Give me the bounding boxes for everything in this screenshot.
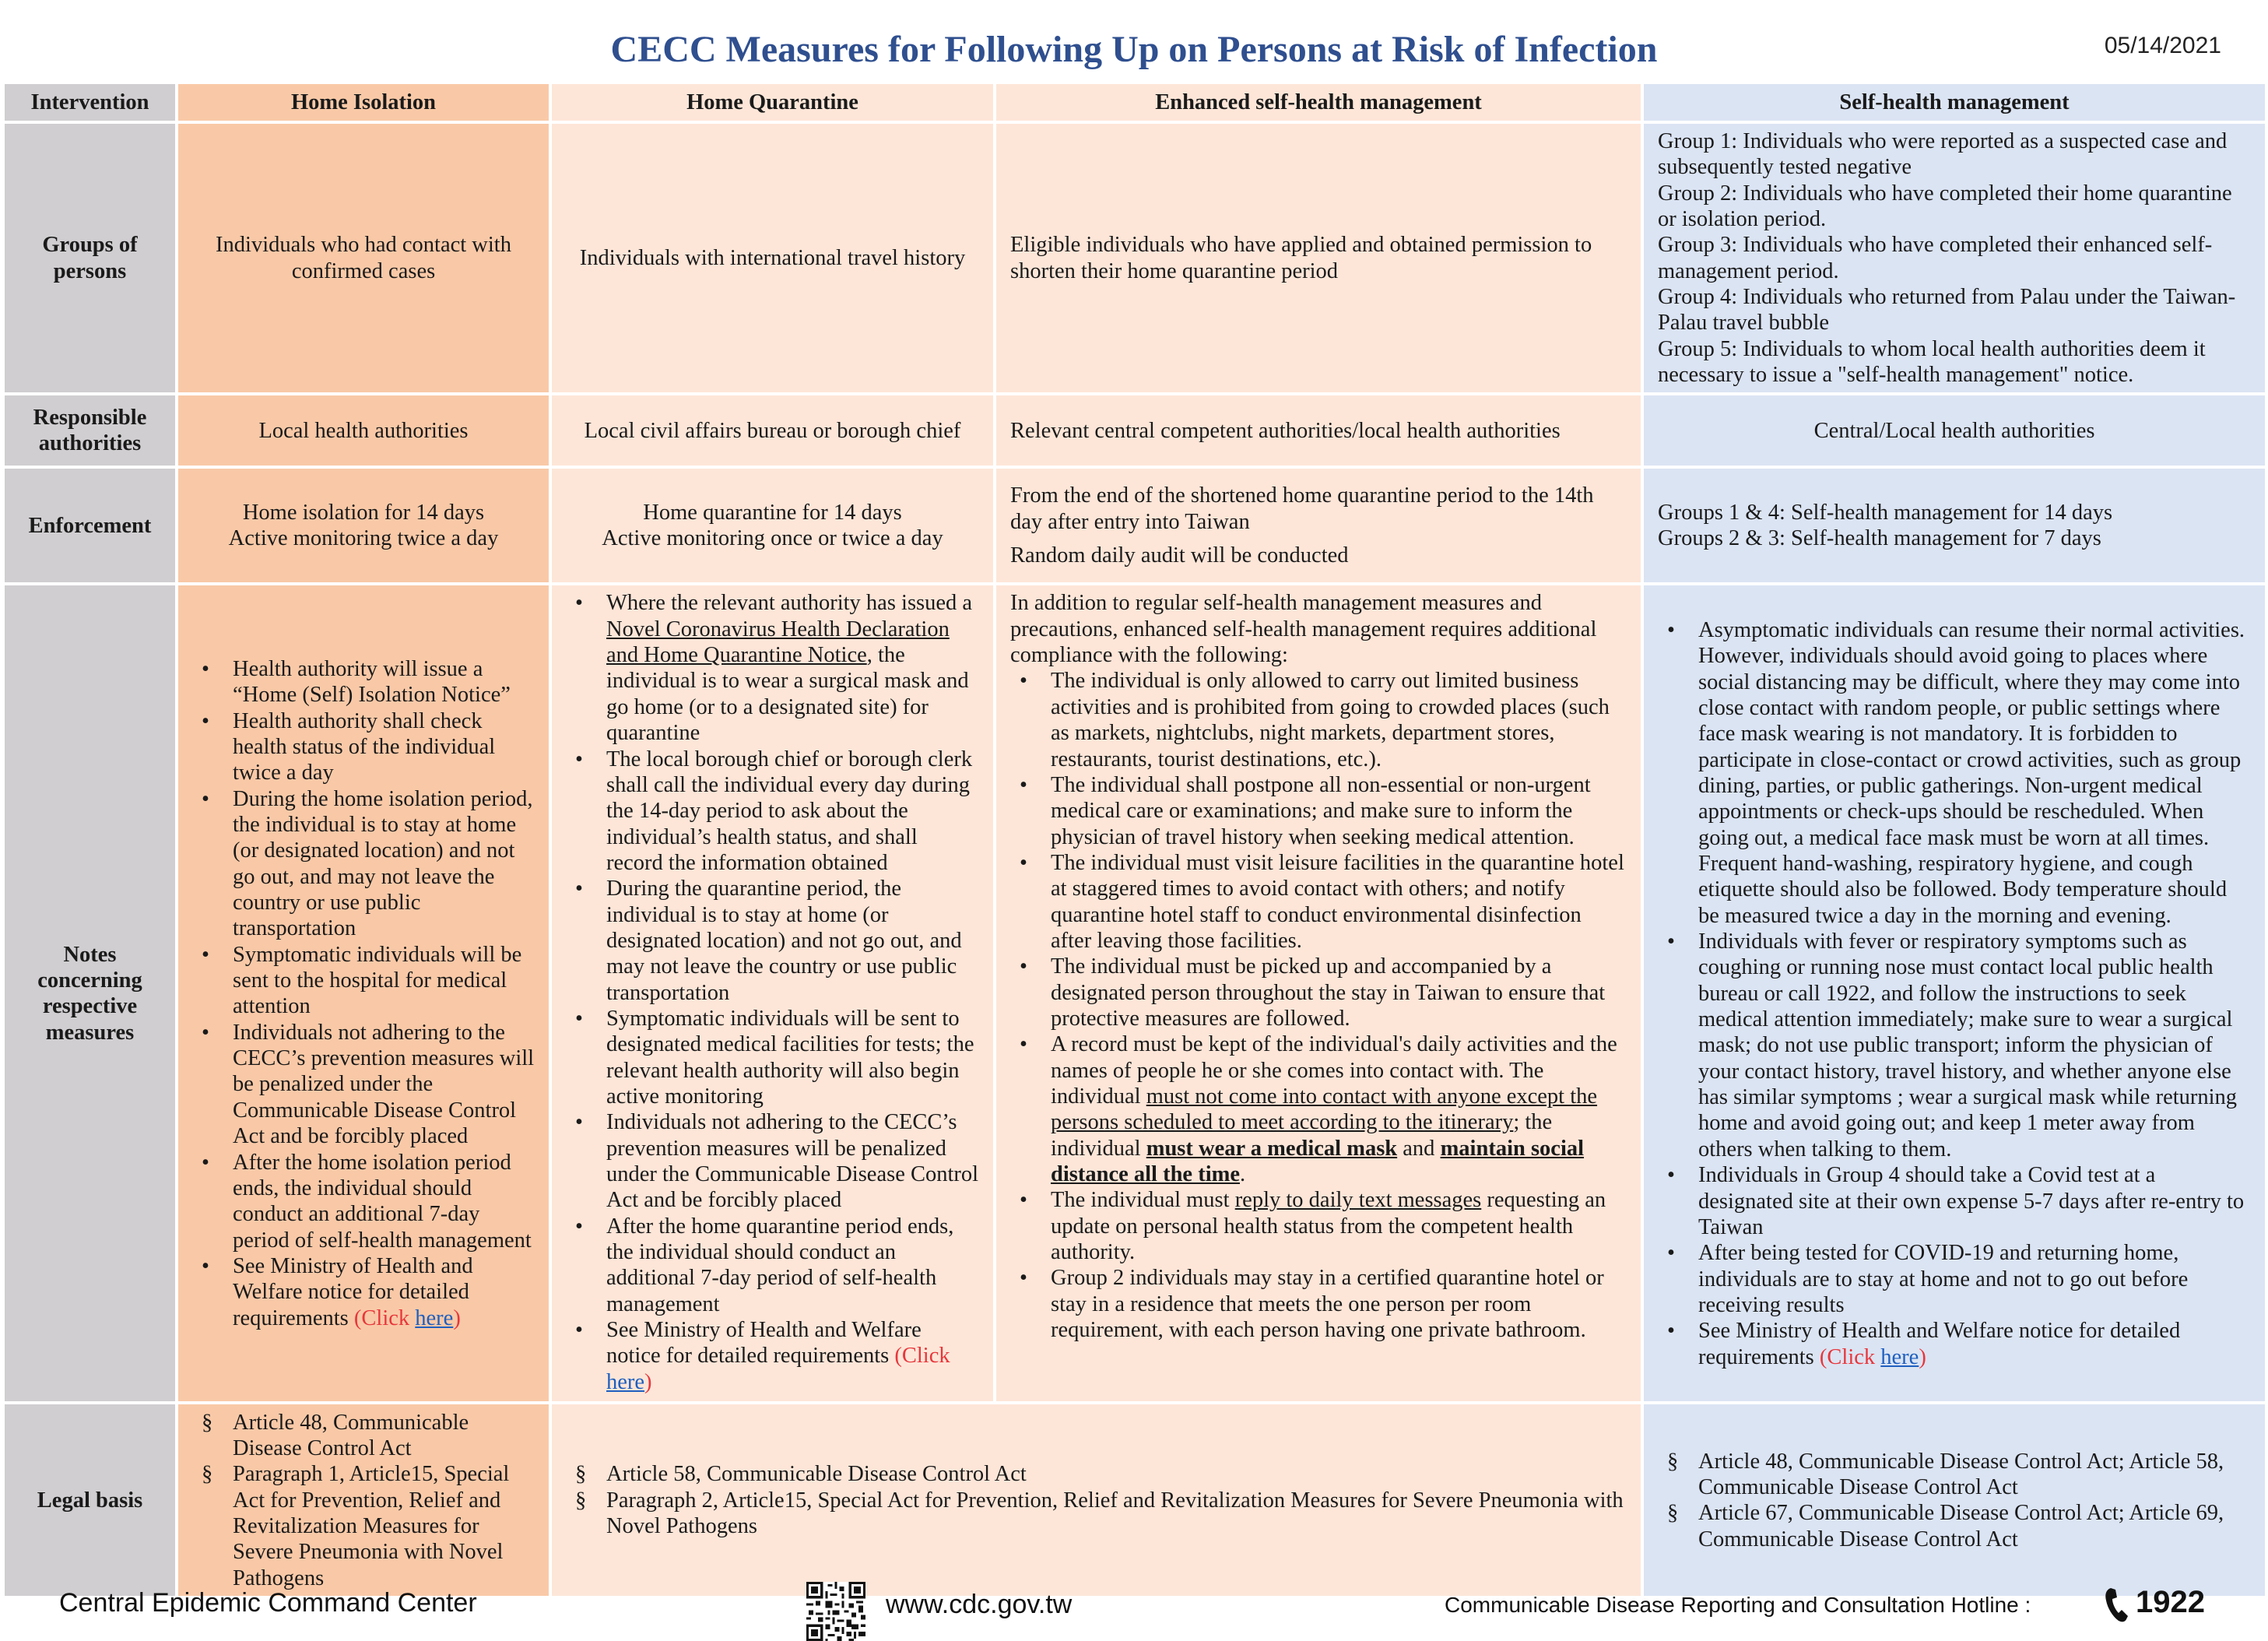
- list-item: • The local borough chief or borough clerk shall call the individual every day during the 14-day period to ask about the individual’s health status, and shall record the information obtained: [606, 747, 979, 877]
- click-close: ): [1919, 1344, 1926, 1369]
- list-item: • Group 2 individuals may stay in a certified quarantine hotel or stay in a residence that meets the one person per room requirement, with each person having one private bathroom.: [1051, 1265, 1627, 1343]
- list-item: • After being tested for COVID-19 and returning home, individuals are to stay at home and not to go out before receiving results: [1698, 1240, 2251, 1318]
- list-item: • The individual must be picked up and accompanied by a designated person throughout the stay in Taiwan to ensure that protective measures are followed.: [1051, 954, 1627, 1031]
- enforcement-line: Groups 2 & 3: Self-health management for 7 days: [1658, 526, 2101, 551]
- qr-code-icon: [806, 1582, 865, 1641]
- date-label: 05/14/2021: [2104, 33, 2221, 58]
- enforcement-line: From the end of the shortened home quarantine period to the 14th day after entry into Taiwan: [1010, 483, 1594, 534]
- legal-row: [3, 1403, 2266, 1597]
- click-label: (Click: [1819, 1344, 1876, 1369]
- enforcement-line: Active monitoring twice a day: [228, 526, 499, 551]
- list-item: • Asymptomatic individuals can resume their normal activities. However, individuals should avoid going to places where social distancing may be difficult, where they may come into close contact with random people, or public settings where face mask wearing is not mandatory. It is forbidden to participate in close-contact or crowd activities, such as group dining, parties, or public gatherings. Non-urgent medical appointments or check-ups should be rescheduled. When going out, a medical face mask must be worn at all times. Frequent hand-washing, respiratory hygiene, and cough etiquette should also be followed. Body temperature should be measured twice a day in the morning and evening.: [1698, 617, 2251, 929]
- list-item: • Symptomatic individuals will be sent to designated medical facilities for tests; the relevant health authority will also begin active monitoring: [606, 1006, 979, 1109]
- list-item: • After the home isolation period ends, the individual should conduct an additional 7-day period of self-health management: [233, 1150, 535, 1253]
- list-item: [606, 1317, 979, 1395]
- declaration-notice-link: Novel Coronavirus Health Declaration and Home Quarantine Notice: [606, 617, 950, 668]
- declaration-post: , the individual is to wear a surgical mask and go home (or to a designated site) for quarantine: [606, 643, 969, 746]
- legal-quarantine-list: [566, 1461, 1627, 1539]
- row-label-groups: Groups of persons: [3, 122, 177, 394]
- phone-icon: [2103, 1587, 2134, 1624]
- groups-row: [3, 122, 2266, 394]
- org-name: Central Epidemic Command Center: [59, 1588, 477, 1618]
- legal-self-health: [1642, 1403, 2266, 1597]
- see-notice-text: See Ministry of Health and Welfare notice for detailed requirements: [606, 1318, 922, 1369]
- list-item: • The individual must visit leisure facilities in the quarantine hotel at staggered times to avoid contact with others; and notify quarantine hotel staff to conduct environmental disinfection after leaving those facilities.: [1051, 850, 1627, 954]
- list-item: • Individuals in Group 4 should take a Covid test at a designated site at their own expense 5-7 days after re-entry to Taiwan: [1698, 1162, 2251, 1240]
- notes-enhanced-list: [1010, 668, 1627, 1343]
- legal-isolation-list: [192, 1410, 535, 1591]
- group-item: Group 3: Individuals who have completed their enhanced self-management period.: [1658, 233, 2213, 283]
- notes-quarantine: [550, 584, 995, 1403]
- record-text: ; the individual: [1051, 1110, 1553, 1161]
- record-text: .: [1240, 1162, 1246, 1186]
- record-text: A record must be kept of the individual's daily activities and the names of people he or she comes into contact with. The individual: [1051, 1032, 1617, 1109]
- notes-self-health-list: [1658, 617, 2251, 1370]
- enforcement-line: Groups 1 & 4: Self-health management for 14 days: [1658, 501, 2113, 525]
- notes-self-health: [1642, 584, 2266, 1403]
- list-item: [1051, 1187, 1627, 1265]
- hotline-number: 1922: [2136, 1585, 2205, 1619]
- enhanced-intro: In addition to regular self-health management measures and precautions, enhanced self-health management requires additional compliance with the following:: [1010, 591, 1597, 668]
- list-item: • Health authority will issue a “Home (Self) Isolation Notice”: [233, 656, 535, 708]
- enforcement-self-health: [1642, 467, 2266, 584]
- groups-isolation: Individuals who had contact with confirmed cases: [177, 122, 550, 394]
- enforcement-line: Active monitoring once or twice a day: [602, 526, 943, 551]
- header-enhanced: Enhanced self-health management: [995, 83, 1642, 122]
- contact-restriction: must not come into contact with anyone except the persons scheduled to meet according to the itinerary: [1051, 1084, 1598, 1135]
- list-item: • Symptomatic individuals will be sent to the hospital for medical attention: [233, 942, 535, 1020]
- notes-row: [3, 584, 2266, 1403]
- here-link[interactable]: here: [415, 1305, 454, 1330]
- header-self-health: Self-health management: [1642, 83, 2266, 122]
- footer: [0, 1580, 2268, 1637]
- responsible-quarantine: Local civil affairs bureau or borough chief: [550, 394, 995, 467]
- list-item: [606, 590, 979, 746]
- page-title: CECC Measures for Following Up on Persons at Risk of Infection: [610, 29, 1658, 70]
- row-label-notes: Notes concerning respective measures: [3, 584, 177, 1403]
- responsible-enhanced: Relevant central competent authorities/local health authorities: [995, 394, 1642, 467]
- group-item: Group 2: Individuals who have completed their home quarantine or isolation period.: [1658, 181, 2232, 232]
- enforcement-line: Home isolation for 14 days: [242, 501, 485, 525]
- list-item: § Article 67, Communicable Disease Control Act; Article 69, Communicable Disease Control Act: [1698, 1500, 2251, 1552]
- notes-isolation: [177, 584, 550, 1403]
- here-link[interactable]: here: [606, 1369, 645, 1394]
- click-close: ): [453, 1305, 461, 1330]
- list-item: • During the quarantine period, the individual is to stay at home (or designated location) and not go out, and may not leave the country or use public transportation: [606, 876, 979, 1006]
- list-item: • The individual shall postpone all non-essential or non-urgent medical care or examinations; and make sure to inform the physician of travel history when seeking medical attention.: [1051, 772, 1627, 850]
- list-item: [1698, 1318, 2251, 1370]
- website-link[interactable]: www.cdc.gov.tw: [886, 1590, 1073, 1619]
- mask-requirement: must wear a medical mask: [1146, 1136, 1398, 1161]
- legal-quarantine-enhanced: [550, 1403, 1642, 1597]
- row-label-legal: Legal basis: [3, 1403, 177, 1597]
- list-item: § Article 48, Communicable Disease Control Act: [233, 1410, 535, 1462]
- group-item: Group 5: Individuals to whom local health authorities deem it necessary to issue a "self-health management" notice.: [1658, 336, 2206, 388]
- declaration-pre: Where the relevant authority has issued a: [606, 591, 973, 616]
- row-label-enforcement: Enforcement: [3, 467, 177, 584]
- list-item: • During the home isolation period, the individual is to stay at home (or designated location) and not go out, and may not leave the country or use public transportation: [233, 786, 535, 942]
- distance-requirement: maintain social distance all the time: [1051, 1136, 1585, 1186]
- header-home-isolation: Home Isolation: [177, 83, 550, 122]
- list-item: • After the home quarantine period ends, the individual should conduct an additional 7-day period of self-health management: [606, 1214, 979, 1317]
- enforcement-line: Home quarantine for 14 days: [643, 501, 902, 525]
- click-label: (Click: [353, 1305, 410, 1330]
- reply-text: requesting an update on personal health status from the competent health authority.: [1051, 1188, 1606, 1265]
- list-item: • Individuals with fever or respiratory symptoms such as coughing or running nose must contact local public health bureau or call 1922, and follow the instructions to seek medical attention immediately; make sure to wear a surgical mask; do not use public transport; inform the physician of your contact history, travel history, and whether anyone else has similar symptoms ; wear a surgical mask while returning home and avoid going out; and keep 1 meter away from others when talking to them.: [1698, 929, 2251, 1162]
- enforcement-quarantine: [550, 467, 995, 584]
- click-close: ): [644, 1369, 652, 1394]
- see-notice-text: See Ministry of Health and Welfare notice for detailed requirements: [1698, 1319, 2181, 1369]
- reply-text: The individual must: [1051, 1188, 1230, 1213]
- list-item: § Paragraph 1, Article15, Special Act for Prevention, Relief and Revitalization Measures for Severe Pneumonia with Novel Pathogens: [233, 1461, 535, 1591]
- responsible-isolation: Local health authorities: [177, 394, 550, 467]
- notes-quarantine-list: [566, 590, 979, 1395]
- header-home-quarantine: Home Quarantine: [550, 83, 995, 122]
- groups-self-health: [1642, 122, 2266, 394]
- click-label: (Click: [894, 1344, 950, 1369]
- record-text: and: [1403, 1136, 1435, 1161]
- list-item: • Individuals not adhering to the CECC’s prevention measures will be penalized under the Communicable Disease Control Act and be forcibly placed: [233, 1020, 535, 1150]
- legal-isolation: [177, 1403, 550, 1597]
- see-notice-text: See Ministry of Health and Welfare notice for detailed requirements: [233, 1253, 473, 1330]
- groups-enhanced: Eligible individuals who have applied and obtained permission to shorten their home quarantine period: [995, 122, 1642, 394]
- header-intervention: Intervention: [3, 83, 177, 122]
- groups-quarantine: Individuals with international travel history: [550, 122, 995, 394]
- list-item: • The individual is only allowed to carry out limited business activities and is prohibited from going to crowded places (such as markets, nightclubs, night markets, department stores, restaurants, tourist destinations, etc.).: [1051, 668, 1627, 771]
- list-item: [233, 1253, 535, 1331]
- reply-requirement: reply to daily text messages: [1234, 1188, 1482, 1213]
- list-item: § Article 48, Communicable Disease Control Act; Article 58, Communicable Disease Control Act: [1698, 1449, 2251, 1501]
- measures-table: [2, 81, 2268, 1599]
- enforcement-enhanced: [995, 467, 1642, 584]
- list-item: • Health authority shall check health status of the individual twice a day: [233, 708, 535, 786]
- legal-self-health-list: [1658, 1449, 2251, 1552]
- notes-enhanced: [995, 584, 1642, 1403]
- notes-isolation-list: [192, 656, 535, 1331]
- responsible-self-health: Central/Local health authorities: [1642, 394, 2266, 467]
- header-row: [3, 83, 2266, 122]
- responsible-row: [3, 394, 2266, 467]
- list-item: § Paragraph 2, Article15, Special Act for Prevention, Relief and Revitalization Measures for Severe Pneumonia with Novel Pathogens: [606, 1488, 1627, 1540]
- list-item: [1051, 1031, 1627, 1187]
- enforcement-line: Random daily audit will be conducted: [1010, 543, 1349, 568]
- group-item: Group 1: Individuals who were reported as a suspected case and subsequently tested negative: [1658, 129, 2228, 180]
- group-item: Group 4: Individuals who returned from Palau under the Taiwan-Palau travel bubble: [1658, 285, 2236, 336]
- list-item: § Article 58, Communicable Disease Control Act: [606, 1461, 1627, 1487]
- enforcement-isolation: [177, 467, 550, 584]
- hotline-label: Communicable Disease Reporting and Consultation Hotline :: [1445, 1593, 2031, 1617]
- here-link[interactable]: here: [1880, 1344, 1919, 1369]
- row-label-responsible: Responsible authorities: [3, 394, 177, 467]
- enforcement-row: [3, 467, 2266, 584]
- list-item: • Individuals not adhering to the CECC’s prevention measures will be penalized under the Communicable Disease Control Act and be forcibly placed: [606, 1109, 979, 1213]
